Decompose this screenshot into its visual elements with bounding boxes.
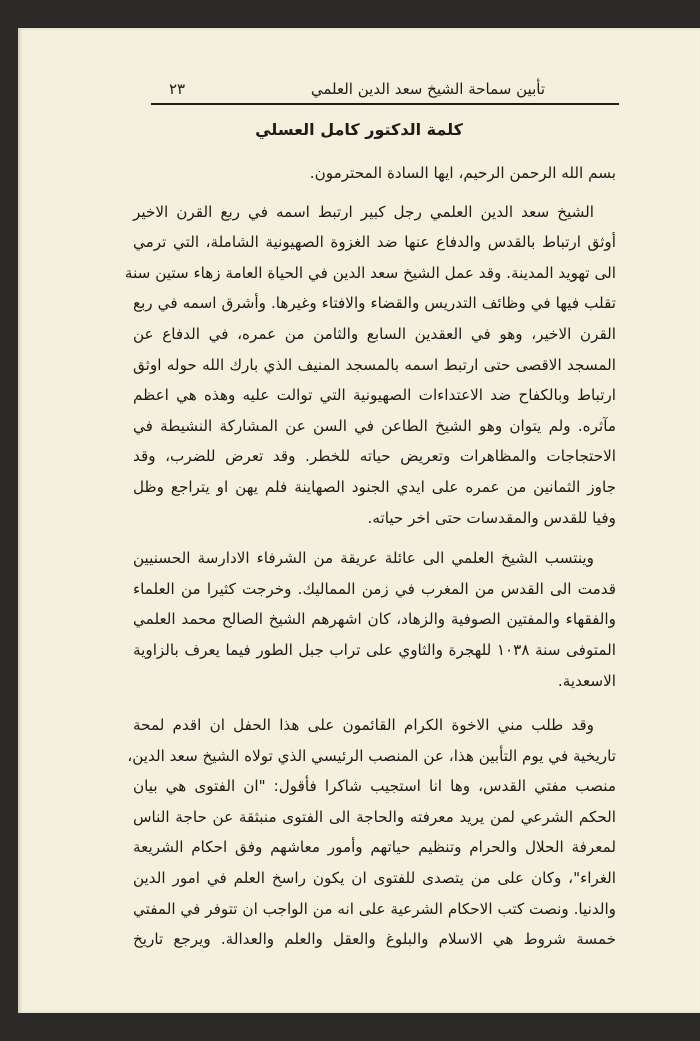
text-line: الى تهويد المدينة. وقد عمل الشيخ سعد الدين في الحياة العامة زهاء ستين سنة bbox=[124, 263, 616, 282]
body-text bbox=[124, 158, 616, 955]
section-title: كلمة الدكتور كامل العسلي bbox=[255, 120, 463, 139]
text-line: الشيخ سعد الدين العلمي رجل كبير ارتبط اسمه في ربع القرن الاخير bbox=[133, 202, 594, 221]
text-line: الحكم الشرعي لمن يريد معرفته والحاجة الى الفتوى منبثقة عن حاجة الناس bbox=[133, 807, 616, 826]
text-line: جاوز الثمانين من عمره على ايدي الجنود الصهاينة فلم يهن او يتراجع وظل bbox=[133, 477, 616, 496]
text-line: وقد طلب مني الاخوة الكرام القائمون على هذا الحفل ان اقدم لمحة bbox=[133, 716, 594, 735]
text-line: الاحتجاجات والمظاهرات وتعريض حياته للخطر. وقد تعرض للضرب، وقد bbox=[133, 447, 616, 466]
text-line: تاريخية في يوم التأبين هذا، عن المنصب الرئيسي الذي تولاه الشيخ سعد الدين، bbox=[127, 746, 616, 765]
text-line: خمسة شروط هي الاسلام والبلوغ والعقل والعلم والعدالة. ويرجع تاريخ bbox=[133, 930, 616, 949]
paragraph-1 bbox=[124, 197, 616, 534]
text-line: منصب مفتي القدس، وها انا استجيب شاكرا فأقول: "ان الفتوى هي بيان bbox=[133, 777, 616, 796]
text-line: القرن الاخير، وهو في العقدين السابع والثامن من عمره، في الدفاع عن bbox=[133, 324, 616, 343]
book-page bbox=[18, 28, 700, 1013]
text-line: المسجد الاقصى حتى ارتبط اسمه بالمسجد المنيف الذي بارك الله حوله اوثق bbox=[133, 355, 616, 374]
text-line: وينتسب الشيخ العلمي الى عائلة عريقة من الشرفاء الادارسة الحسنيين bbox=[133, 549, 594, 568]
text-line: الاسعدية. bbox=[557, 671, 616, 690]
page-number: ٢٣ bbox=[169, 80, 186, 98]
paragraph-2 bbox=[133, 543, 616, 696]
text-line: المتوفى سنة ١٠٣٨ للهجرة والثاوي على تراب جبل الطور فيما يعرف بالزاوية bbox=[133, 640, 616, 659]
text-line: أوثق ارتباط بالقدس والدفاع عنها ضد الغزوة الصهيونية الشاملة، التي ترمي bbox=[133, 233, 616, 252]
text-line: قدمت الى القدس من المغرب في زمن المماليك. وخرجت كثيرا من العلماء bbox=[133, 579, 616, 598]
text-line: تقلب فيها في وظائف التدريس والقضاء والافتاء وغيرها. وأشرق اسمه في ربع bbox=[133, 294, 616, 313]
running-title: تأبين سماحة الشيخ سعد الدين العلمي bbox=[310, 80, 545, 98]
text-line: الغراء"، وكان على من يتصدى للفتوى ان يكون راسخ العلم في امور الدين bbox=[133, 869, 616, 888]
paragraph-3 bbox=[127, 710, 616, 955]
text-line: والدنيا. ونصت كتب الاحكام الشرعية على انه من الواجب ان تتوفر في المفتي bbox=[133, 899, 616, 918]
text-line: وفيا للقدس والمقدسات حتى اخر حياته. bbox=[367, 508, 616, 527]
text-line: لمعرفة الحلال والحرام وتنظيم حياتهم وأمور معاشهم وفق احكام الشريعة bbox=[133, 838, 616, 857]
opening-line: بسم الله الرحمن الرحيم، ايها السادة المحترمون. bbox=[309, 164, 616, 182]
running-header bbox=[151, 76, 615, 102]
header-rule bbox=[151, 103, 619, 105]
text-line: ارتباط وبالكفاح ضد الاعتداءات الصهيونية التي توالت عليه وهذه هي اعظم bbox=[133, 386, 616, 405]
text-line: مآثره. ولم يتوان وهو الشيخ الطاعن في السن عن المشاركة النشيطة في bbox=[133, 416, 616, 435]
text-line: والفقهاء والمفتين الصوفية والزهاد، كان اشهرهم الشيخ الصالح محمد العلمي bbox=[133, 610, 616, 629]
